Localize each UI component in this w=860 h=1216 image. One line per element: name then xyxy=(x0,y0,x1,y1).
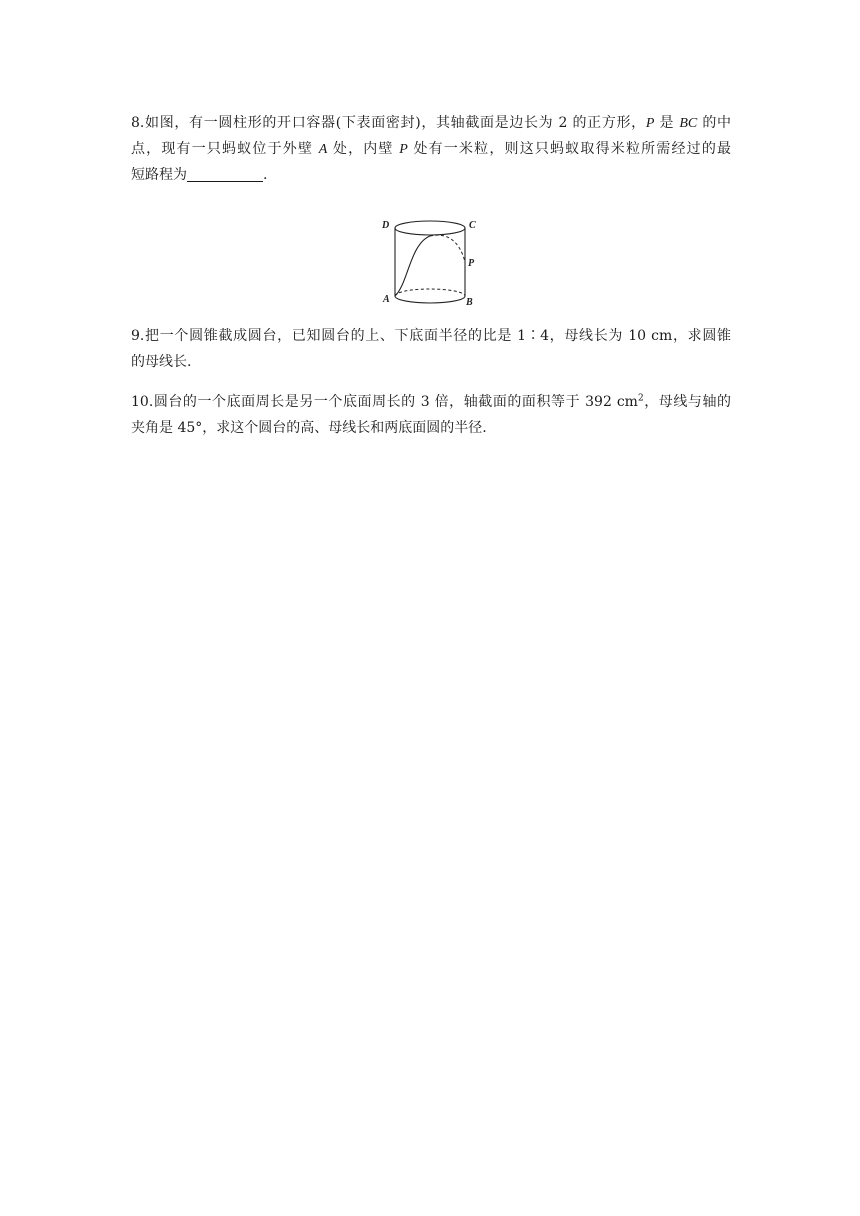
var-p: P xyxy=(645,116,655,131)
problem-10 xyxy=(131,389,731,441)
var-bc: BC xyxy=(679,116,698,131)
cylinder-diagram xyxy=(378,214,484,310)
label-a: A xyxy=(383,294,390,305)
cylinder-figure xyxy=(378,214,484,310)
problem-10-line-2: 夹角是 45°，求这个圆台的高、母线长和两底面圆的半径. xyxy=(131,420,487,436)
problem-8-line-3: 短路程为 . xyxy=(131,167,268,183)
var-a: A xyxy=(318,142,328,157)
label-p: P xyxy=(468,258,475,269)
var-p: P xyxy=(399,142,408,157)
answer-blank[interactable] xyxy=(187,165,263,182)
superscript-2: 2 xyxy=(637,393,644,404)
label-c: C xyxy=(469,220,476,231)
top-ellipse xyxy=(395,221,465,235)
problem-9 xyxy=(131,323,731,375)
bottom-ellipse-front xyxy=(395,296,465,303)
problem-9-line-1: 9.把一个圆锥截成圆台，已知圆台的上、下底面半径的比是 1∶4，母线长为 10 cm，求圆锥 xyxy=(131,328,731,344)
problem-10-line-1: 10.圆台的一个底面周长是另一个底面周长的 3 倍，轴截面的面积等于 392 $cm^2$，母线与轴的 xyxy=(131,393,732,410)
label-b: B xyxy=(466,297,473,308)
problem-8-line-1: 8.如图，有一圆柱形的开口容器(下表面密封)，其轴截面是边长为 2 的正方形，P 是 BC 的中 xyxy=(131,115,732,131)
problem-9-line-2: 的母线长. xyxy=(131,354,192,370)
ant-path-outer xyxy=(395,236,430,296)
label-d: D xyxy=(382,220,390,231)
bottom-ellipse-back xyxy=(395,289,465,296)
ant-path-inner xyxy=(430,235,465,262)
problem-8 xyxy=(131,110,731,188)
problem-8-line-2: 点，现有一只蚂蚁位于外壁 A 处，内壁 P 处有一米粒，则这只蚂蚁取得米粒所需经过的最 xyxy=(131,141,732,157)
